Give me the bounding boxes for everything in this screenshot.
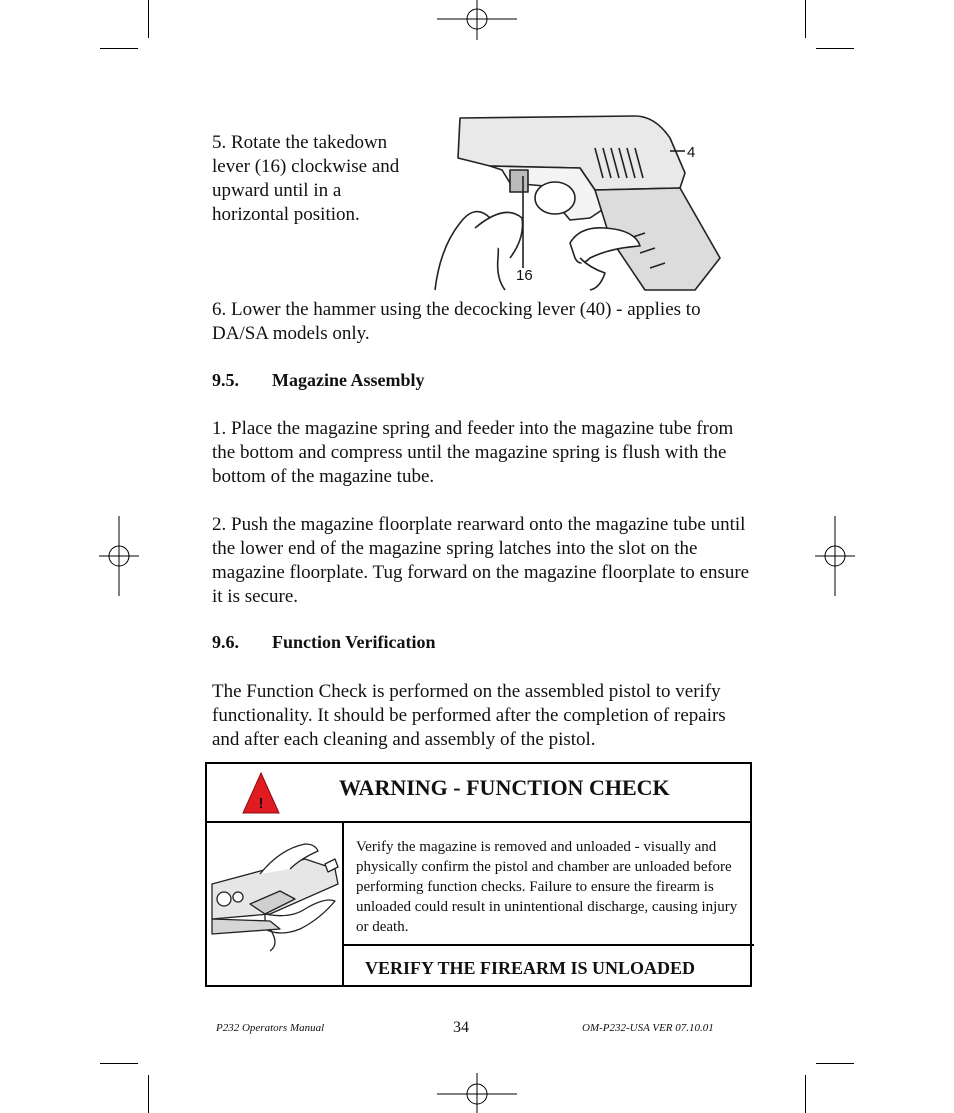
footer-manual-title: P232 Operators Manual bbox=[216, 1022, 325, 1034]
footer-version: OM-P232-USA VER 07.10.01 bbox=[582, 1022, 714, 1034]
pistol-takedown-illustration bbox=[430, 108, 740, 293]
section-title: Magazine Assembly bbox=[272, 370, 425, 390]
section-heading-9-6 bbox=[212, 632, 436, 653]
crop-mark bbox=[100, 1063, 138, 1064]
registration-mark-bottom bbox=[437, 1073, 517, 1113]
registration-mark-right bbox=[815, 516, 855, 596]
crop-mark bbox=[816, 1063, 854, 1064]
callout-16: 16 bbox=[516, 267, 533, 284]
crop-mark bbox=[148, 0, 149, 38]
warning-image-cell bbox=[207, 821, 344, 987]
warning-box bbox=[205, 762, 752, 987]
warning-footer-text: VERIFY THE FIREARM IS UNLOADED bbox=[365, 958, 696, 978]
registration-mark-left bbox=[99, 516, 139, 596]
crop-mark bbox=[805, 1075, 806, 1113]
crop-mark bbox=[805, 0, 806, 38]
crop-mark bbox=[100, 48, 138, 49]
section-heading-9-5 bbox=[212, 370, 425, 391]
crop-mark bbox=[148, 1075, 149, 1113]
warning-header bbox=[207, 764, 750, 823]
warning-title: WARNING - FUNCTION CHECK bbox=[339, 775, 670, 800]
warning-body-text: Verify the magazine is removed and unloaded - visually and physically confirm the pistol and chamber are unloaded before performing function checks. Failure to ensure the firearm is unloaded could result in unintentional discharge, causing injury or death. bbox=[356, 839, 738, 935]
step-5-text: 5. Rotate the takedown lever (16) clockwise and upward until in a horizontal position. bbox=[212, 132, 400, 225]
section-number: 9.5. bbox=[212, 370, 239, 390]
warning-divider bbox=[343, 944, 754, 946]
callout-4: 4 bbox=[687, 144, 696, 161]
pistol-check-illustration bbox=[210, 839, 340, 959]
warning-triangle-icon bbox=[241, 771, 281, 815]
section-number: 9.6. bbox=[212, 632, 239, 652]
paragraph-9-5-1: 1. Place the magazine spring and feeder into the magazine tube from the bottom and compress until the magazine spring is flush with the bottom of the magazine tube. bbox=[212, 418, 734, 487]
paragraph-9-5-2: 2. Push the magazine floorplate rearward onto the magazine tube until the lower end of the magazine spring latches into the slot on the magazine floorplate. Tug forward on the magazine floorplate to ensure it is secure. bbox=[212, 514, 750, 607]
page-number: 34 bbox=[453, 1019, 469, 1036]
crop-mark bbox=[816, 48, 854, 49]
registration-mark-top bbox=[437, 0, 517, 40]
paragraph-9-6: The Function Check is performed on the assembled pistol to verify functionality. It should be performed after the completion of repairs and after each cleaning and assembly of the pistol. bbox=[212, 681, 726, 750]
step-6-text: 6. Lower the hammer using the decocking lever (40) - applies to DA/SA models only. bbox=[212, 299, 701, 344]
warning-symbol: ! bbox=[258, 795, 264, 812]
section-title: Function Verification bbox=[272, 632, 436, 652]
